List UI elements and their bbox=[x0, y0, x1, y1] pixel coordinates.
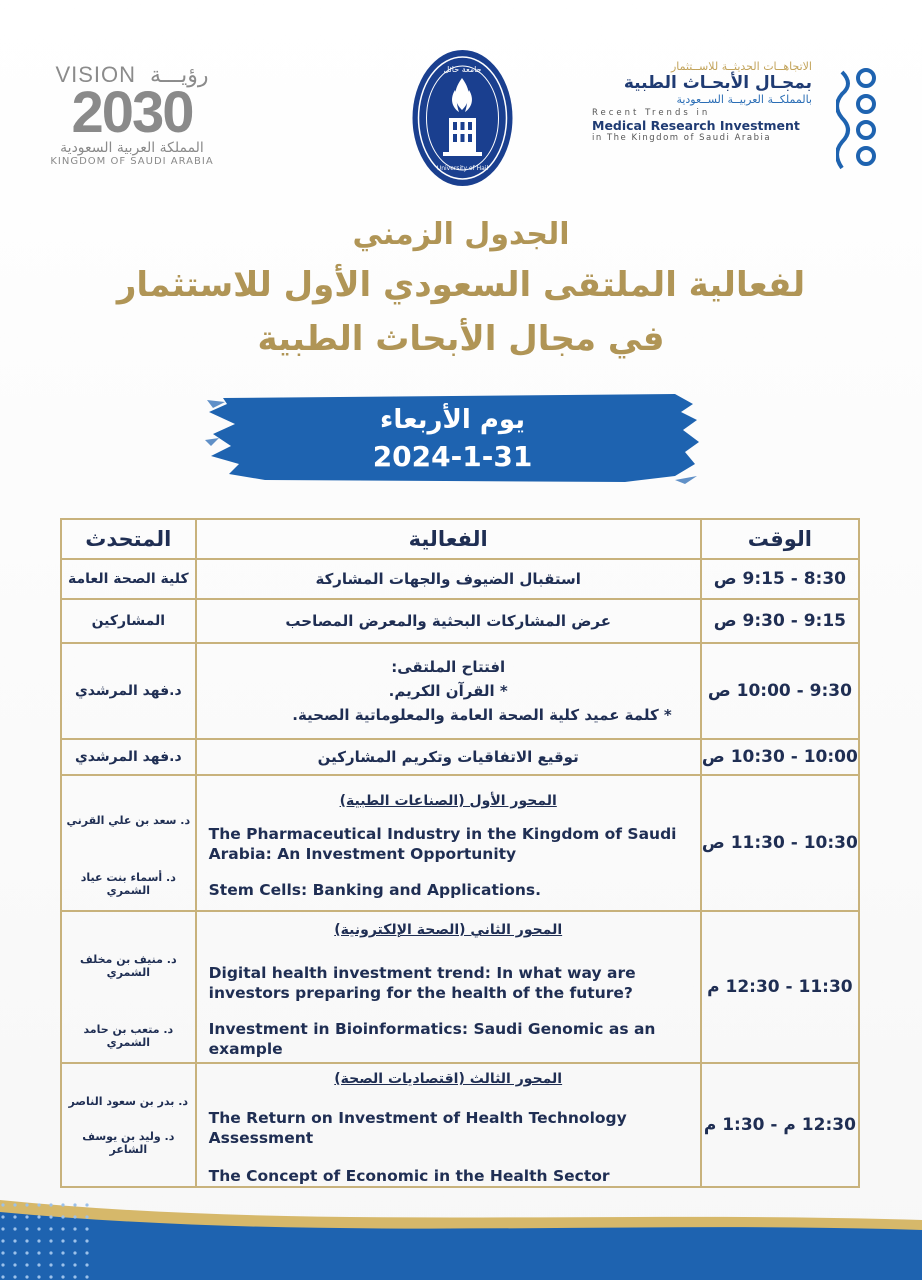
header-time: الوقت bbox=[701, 519, 859, 559]
vision-country-ar: المملكة العربية السعودية bbox=[60, 140, 204, 156]
row-time: 12:30 م - 1:30 م bbox=[701, 1063, 859, 1187]
schedule-title bbox=[0, 212, 922, 366]
speaker-name: د. منيف بن مخلف الشمري bbox=[80, 953, 177, 979]
row-speakers bbox=[61, 775, 196, 911]
day-name: يوم الأربعاء bbox=[380, 405, 525, 435]
row-time: 11:30 - 12:30 م bbox=[701, 911, 859, 1063]
event-brand-logo bbox=[592, 60, 882, 180]
table-row bbox=[61, 599, 859, 643]
activity-line: افتتاح الملتقى: bbox=[391, 658, 506, 676]
vision-ar: رؤيـــة bbox=[150, 62, 209, 87]
speaker-name: د. وليد بن يوسف الشاعر bbox=[82, 1129, 175, 1156]
footer-decoration bbox=[0, 1190, 922, 1280]
axis-title: المحور الثاني (الصحة الإلكترونية) bbox=[334, 922, 563, 938]
brand-ar-line2: بمجـال الأبحـاث الطبية bbox=[623, 73, 812, 93]
row-speakers bbox=[61, 1063, 196, 1187]
row-speaker: د.فهد المرشدي bbox=[61, 643, 196, 739]
row-activity bbox=[196, 643, 701, 739]
table-row bbox=[61, 911, 859, 1063]
row-activity: استقبال الضيوف والجهات المشاركة bbox=[196, 559, 701, 599]
header-speaker: المتحدث bbox=[61, 519, 196, 559]
activity-line: * كلمة عميد كلية الصحة العامة والمعلوماتية الصحية. bbox=[292, 706, 672, 724]
brand-en-line2: Medical Research Investment bbox=[592, 118, 800, 133]
row-activity bbox=[196, 1063, 701, 1187]
row-activity bbox=[196, 775, 701, 911]
dna-mark-icon bbox=[836, 64, 882, 174]
row-time: 8:30 - 9:15 ص bbox=[701, 559, 859, 599]
table-row bbox=[61, 559, 859, 599]
day-banner bbox=[205, 390, 700, 486]
brand-ar-line3: بالمملكــة العربيــة الســعودية bbox=[676, 93, 812, 106]
row-time: 9:30 - 10:00 ص bbox=[701, 643, 859, 739]
brand-en-line1: Recent Trends in bbox=[592, 108, 711, 118]
speaker-name: د. أسماء بنت عياد الشمري bbox=[80, 870, 176, 897]
svg-text:جامعة حائل: جامعة حائل bbox=[443, 65, 482, 74]
row-speakers bbox=[61, 911, 196, 1063]
table-header-row bbox=[61, 519, 859, 559]
table-row bbox=[61, 1063, 859, 1187]
vision-2030-logo bbox=[42, 62, 222, 167]
title-line3: في مجال الأبحاث الطبية bbox=[257, 319, 665, 359]
row-speaker: المشاركين bbox=[61, 599, 196, 643]
row-activity: توقيع الاتفاقيات وتكريم المشاركين bbox=[196, 739, 701, 775]
talk-title: The Concept of Economic in the Health Sector bbox=[208, 1167, 610, 1185]
activity-line: * القرآن الكريم. bbox=[388, 682, 508, 700]
row-time: 10:30 - 11:30 ص bbox=[701, 775, 859, 911]
vision-year: 2030 bbox=[71, 80, 193, 145]
talk-title: The Pharmaceutical Industry in the Kingdom of Saudi Arabia: An Investment Opportunity bbox=[208, 825, 677, 863]
title-line2: لفعالية الملتقى السعودي الأول للاستثمار bbox=[116, 265, 806, 305]
brand-en-line3: in The Kingdom of Saudi Arabia bbox=[592, 133, 772, 143]
vision-word: VISION bbox=[55, 62, 137, 87]
row-activity: عرض المشاركات البحثية والمعرض المصاحب bbox=[196, 599, 701, 643]
talk-title: The Return on Investment of Health Technology Assessment bbox=[208, 1109, 627, 1147]
table-row bbox=[61, 775, 859, 911]
row-time: 9:15 - 9:30 ص bbox=[701, 599, 859, 643]
axis-title: المحور الأول (الصناعات الطبية) bbox=[339, 793, 557, 809]
university-emblem-icon bbox=[411, 48, 514, 188]
vision-country-en: KINGDOM OF SAUDI ARABIA bbox=[50, 156, 214, 167]
talk-title: Stem Cells: Banking and Applications. bbox=[208, 881, 542, 899]
table-row bbox=[61, 643, 859, 739]
svg-text:University of Hail: University of Hail bbox=[436, 165, 489, 172]
talk-title: Investment in Bioinformatics: Saudi Genomic as an example bbox=[208, 1020, 656, 1058]
row-speaker: د.فهد المرشدي bbox=[61, 739, 196, 775]
row-time: 10:00 - 10:30 ص bbox=[701, 739, 859, 775]
brand-ar-line1: الاتجاهــات الحديثــة للاســتثمار bbox=[670, 60, 812, 73]
schedule-table bbox=[60, 518, 860, 1188]
axis-title: المحور الثالث (اقتصاديات الصحة) bbox=[334, 1071, 563, 1087]
university-of-hail-logo bbox=[411, 48, 514, 188]
footer-wave-icon bbox=[0, 1190, 922, 1280]
header-activity: الفعالية bbox=[196, 519, 701, 559]
day-date: 2024-1-31 bbox=[372, 440, 533, 473]
table-row bbox=[61, 739, 859, 775]
row-speaker: كلية الصحة العامة bbox=[61, 559, 196, 599]
speaker-name: د. بدر بن سعود الناصر bbox=[68, 1094, 189, 1108]
speaker-name: د. متعب بن حامد الشمري bbox=[83, 1023, 174, 1049]
row-activity bbox=[196, 911, 701, 1063]
title-line1: الجدول الزمني bbox=[352, 217, 570, 252]
talk-title: Digital health investment trend: In what way are investors preparing for the health of the future? bbox=[208, 964, 636, 1002]
speaker-name: د. سعد بن علي القرني bbox=[66, 813, 191, 827]
